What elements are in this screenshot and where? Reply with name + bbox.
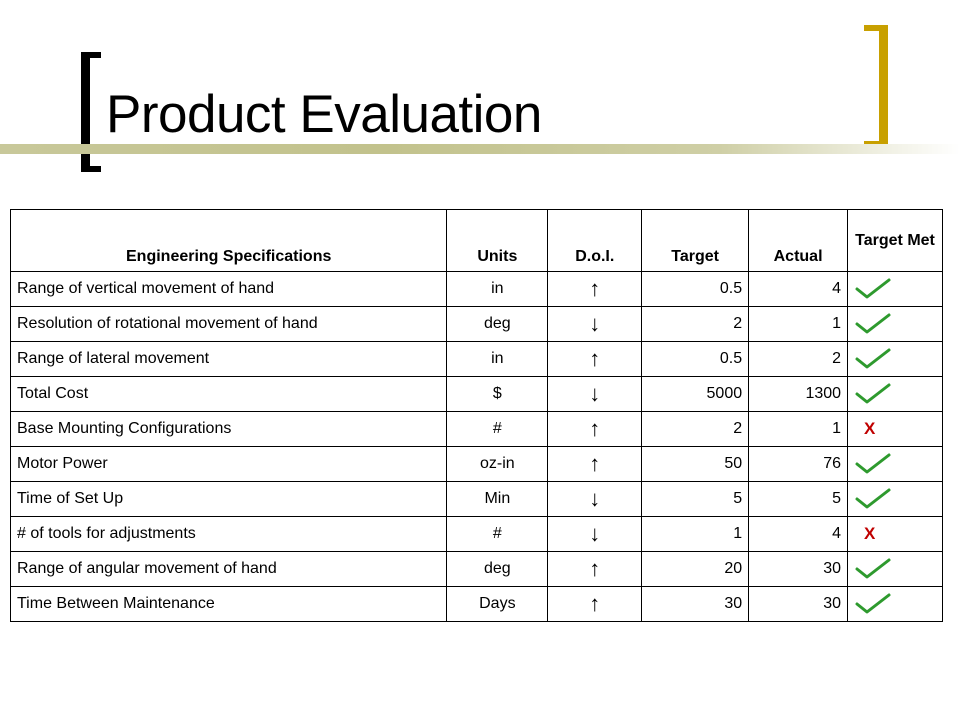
table-row bbox=[11, 342, 943, 377]
header-target-met: Target Met bbox=[848, 210, 943, 272]
header-actual: Actual bbox=[749, 210, 848, 272]
cell-dol: ↑ bbox=[548, 272, 642, 307]
check-icon bbox=[854, 277, 892, 301]
cell-spec: # of tools for adjustments bbox=[11, 517, 447, 552]
table-row bbox=[11, 482, 943, 517]
cell-spec: Range of vertical movement of hand bbox=[11, 272, 447, 307]
check-icon bbox=[854, 347, 892, 371]
cell-target: 2 bbox=[642, 412, 749, 447]
cell-actual: 1 bbox=[749, 412, 848, 447]
cell-units: Days bbox=[447, 587, 548, 622]
spec-table bbox=[10, 209, 943, 622]
cell-units: deg bbox=[447, 307, 548, 342]
header-spec: Engineering Specifications bbox=[11, 210, 447, 272]
check-icon bbox=[854, 487, 892, 511]
cell-target-met bbox=[848, 307, 943, 342]
title-underline bbox=[0, 144, 960, 154]
check-icon bbox=[854, 557, 892, 581]
cell-target: 5000 bbox=[642, 377, 749, 412]
check-icon bbox=[854, 592, 892, 616]
header-units: Units bbox=[447, 210, 548, 272]
cell-target-met bbox=[848, 412, 943, 447]
cell-dol: ↑ bbox=[548, 412, 642, 447]
table-header-row bbox=[11, 210, 943, 272]
cell-dol: ↑ bbox=[548, 342, 642, 377]
cell-target: 20 bbox=[642, 552, 749, 587]
table-row bbox=[11, 552, 943, 587]
cell-target-met bbox=[848, 482, 943, 517]
cell-target: 5 bbox=[642, 482, 749, 517]
cell-units: in bbox=[447, 272, 548, 307]
table-row bbox=[11, 447, 943, 482]
cell-target-met bbox=[848, 447, 943, 482]
cell-units: deg bbox=[447, 552, 548, 587]
cell-spec: Range of angular movement of hand bbox=[11, 552, 447, 587]
cell-target-met bbox=[848, 587, 943, 622]
cell-spec: Time Between Maintenance bbox=[11, 587, 447, 622]
cell-spec: Range of lateral movement bbox=[11, 342, 447, 377]
cell-units: in bbox=[447, 342, 548, 377]
check-icon bbox=[854, 452, 892, 476]
title-bracket-left bbox=[81, 52, 101, 172]
cell-target-met bbox=[848, 342, 943, 377]
cell-actual: 30 bbox=[749, 587, 848, 622]
cell-target-met bbox=[848, 517, 943, 552]
cell-units: # bbox=[447, 517, 548, 552]
cell-units: # bbox=[447, 412, 548, 447]
page-title: Product Evaluation bbox=[106, 85, 542, 144]
check-icon bbox=[854, 312, 892, 336]
title-bracket-right bbox=[864, 25, 888, 147]
cell-target-met bbox=[848, 552, 943, 587]
check-icon bbox=[854, 382, 892, 406]
cell-dol: ↓ bbox=[548, 307, 642, 342]
cell-target-met bbox=[848, 272, 943, 307]
table-row bbox=[11, 377, 943, 412]
cell-dol: ↓ bbox=[548, 517, 642, 552]
cell-dol: ↑ bbox=[548, 552, 642, 587]
cell-units: oz-in bbox=[447, 447, 548, 482]
header-dol: D.o.I. bbox=[548, 210, 642, 272]
cell-actual: 1300 bbox=[749, 377, 848, 412]
table-row bbox=[11, 307, 943, 342]
cell-actual: 2 bbox=[749, 342, 848, 377]
cell-target: 50 bbox=[642, 447, 749, 482]
cell-dol: ↑ bbox=[548, 447, 642, 482]
x-mark: X bbox=[864, 419, 876, 438]
cell-actual: 4 bbox=[749, 517, 848, 552]
cell-spec: Time of Set Up bbox=[11, 482, 447, 517]
cell-actual: 4 bbox=[749, 272, 848, 307]
table-row bbox=[11, 517, 943, 552]
cell-units: $ bbox=[447, 377, 548, 412]
table-row bbox=[11, 412, 943, 447]
cell-spec: Base Mounting Configurations bbox=[11, 412, 447, 447]
cell-spec: Total Cost bbox=[11, 377, 447, 412]
cell-target: 30 bbox=[642, 587, 749, 622]
cell-actual: 1 bbox=[749, 307, 848, 342]
cell-units: Min bbox=[447, 482, 548, 517]
cell-target: 2 bbox=[642, 307, 749, 342]
cell-dol: ↓ bbox=[548, 482, 642, 517]
x-mark: X bbox=[864, 524, 876, 543]
cell-actual: 30 bbox=[749, 552, 848, 587]
cell-spec: Motor Power bbox=[11, 447, 447, 482]
cell-dol: ↓ bbox=[548, 377, 642, 412]
cell-dol: ↑ bbox=[548, 587, 642, 622]
cell-target: 0.5 bbox=[642, 342, 749, 377]
cell-spec: Resolution of rotational movement of hand bbox=[11, 307, 447, 342]
cell-target-met bbox=[848, 377, 943, 412]
cell-target: 0.5 bbox=[642, 272, 749, 307]
cell-target: 1 bbox=[642, 517, 749, 552]
header-target: Target bbox=[642, 210, 749, 272]
cell-actual: 5 bbox=[749, 482, 848, 517]
table-row bbox=[11, 587, 943, 622]
cell-actual: 76 bbox=[749, 447, 848, 482]
table-row bbox=[11, 272, 943, 307]
